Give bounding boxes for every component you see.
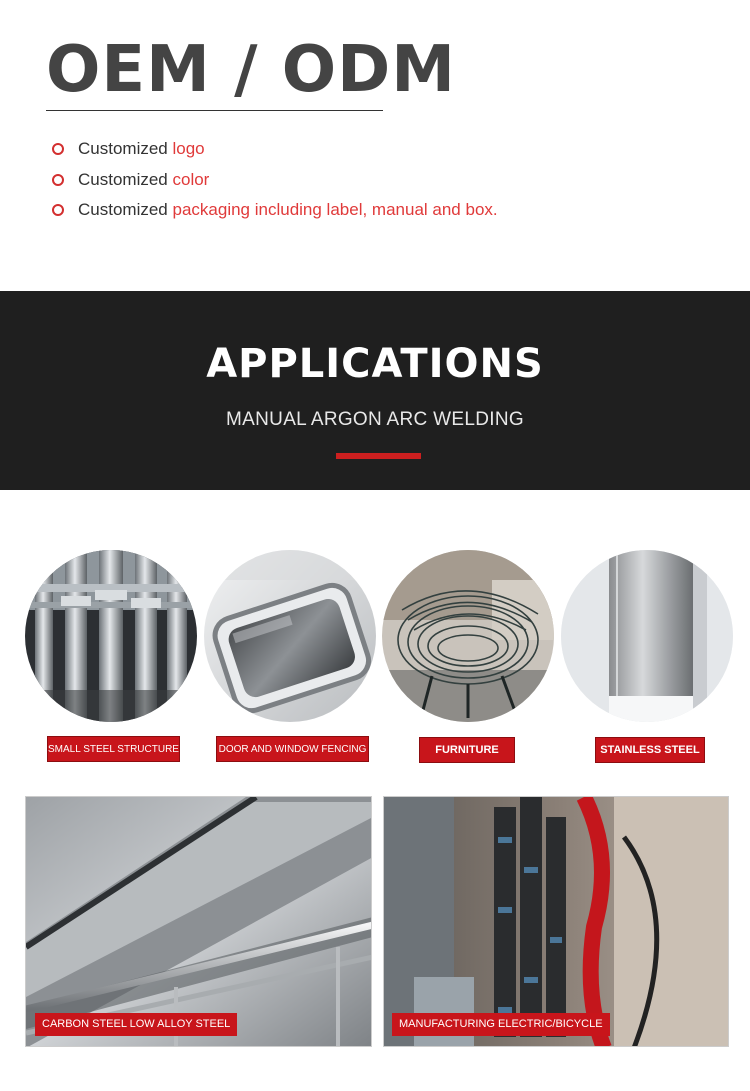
feature-highlight: logo — [172, 139, 205, 159]
feature-highlight: packaging including label, manual and box. — [172, 200, 498, 220]
stainless-steel-label: STAINLESS STEEL — [595, 737, 705, 763]
feature-prefix: Customized — [78, 169, 168, 189]
feature-item — [52, 195, 498, 226]
steel-pipes-image — [25, 550, 197, 722]
feature-item — [52, 134, 498, 165]
small-steel-structure-label: SMALL STEEL STRUCTURE — [47, 736, 180, 762]
circle-bullet-icon — [52, 174, 64, 186]
feature-highlight: color — [172, 169, 210, 189]
feature-item — [52, 165, 498, 196]
accent-divider — [336, 453, 421, 459]
applications-subtitle: MANUAL ARGON ARC WELDING — [226, 409, 524, 430]
feature-prefix: Customized — [78, 139, 168, 159]
bicycle-manufacturing-label: MANUFACTURING ELECTRIC/BICYCLE — [392, 1013, 610, 1036]
furniture-label: FURNITURE — [419, 737, 515, 763]
wire-chair-image — [382, 550, 554, 722]
applications-title: APPLICATIONS — [206, 341, 544, 387]
circle-bullet-icon — [52, 204, 64, 216]
stair-railing-image — [25, 796, 372, 1047]
door-window-fencing-label: DOOR AND WINDOW FENCING — [216, 736, 369, 762]
window-frame-image — [204, 550, 376, 722]
bicycle-gear-image — [383, 796, 729, 1047]
title-underline — [46, 110, 383, 111]
applications-banner — [0, 291, 750, 490]
carbon-steel-label: CARBON STEEL LOW ALLOY STEEL — [35, 1013, 237, 1036]
stainless-bottle-image — [561, 550, 733, 722]
feature-list — [52, 134, 498, 226]
oem-title: OEM / ODM — [46, 33, 456, 107]
feature-prefix: Customized — [78, 200, 168, 220]
circle-bullet-icon — [52, 143, 64, 155]
